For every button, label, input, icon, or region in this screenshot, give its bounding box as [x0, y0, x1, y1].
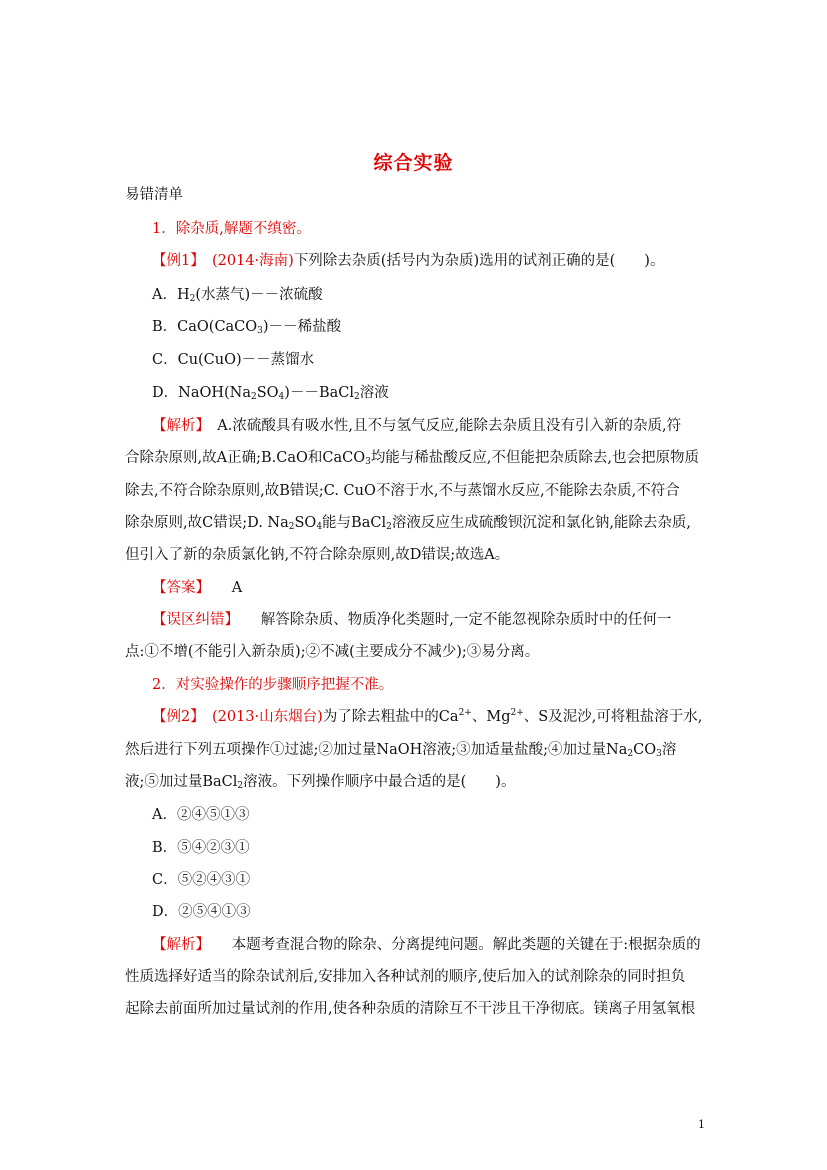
analysis-2-line-1: 【解析】 本题考查混合物的除杂、分离提纯问题。解此类题的关键在于:根据杂质的 — [152, 937, 701, 953]
example-source: (2014·海南) — [211, 253, 294, 269]
example-source: (2013·山东烟台) — [211, 709, 323, 725]
analysis-1-line-3: 除去,不符合除杂原则,故B错误;C. CuO不溶于水,不与蒸馏水反应,不能除去杂质,不符合 — [125, 483, 680, 499]
analysis-1-line-1: 【解析】 A.浓硫酸具有吸水性,且不与氢气反应,能除去杂质且没有引入新的杂质,符 — [152, 418, 682, 434]
section-heading: 易错清单 — [125, 187, 183, 203]
analysis-1-line-5: 但引入了新的杂质氯化钠,不符合除杂原则,故D错误;故选A。 — [125, 547, 510, 563]
mistake-line-1: 【误区纠错】 解答除杂质、物质净化类题时,一定不能忽视除杂质时中的任何一 — [152, 612, 672, 628]
mistake-tag: 【误区纠错】 — [152, 612, 232, 628]
example-text: 下列除去杂质(括号内为杂质)选用的试剂正确的是( )。 — [293, 253, 665, 269]
analysis-tag: 【解析】 — [152, 937, 203, 953]
page-number: 1 — [698, 1118, 705, 1131]
answer-1 — [152, 578, 242, 598]
example-2-line-1: 【例2】 (2013·山东烟台)为了除去粗盐中的$Ca^{2+}$、$Mg^{2+}$、S及泥沙,可将粗盐溶于水, — [152, 708, 703, 725]
mistake-line-2: 点:①不增(不能引入新杂质);②不减(主要成分不减少);③易分离。 — [125, 644, 540, 660]
analysis-1-line-2: 合除杂原则,故A正确;B.CaO和CaCO$_3$均能与稀盐酸反应,不但能把杂质除去,也会把原物质 — [125, 450, 700, 467]
option-a: A．$H_2$(水蒸气)－－浓硫酸 — [152, 287, 323, 304]
example-2-line-2: 然后进行下列五项操作①过滤;②加过量NaOH溶液;③加适量盐酸;④加过量$Na_2CO_3$溶 — [125, 742, 677, 759]
option-b: B．CaO(CaCO$_3$)－－稀盐酸 — [152, 319, 342, 336]
answer-tag: 【答案】 — [152, 580, 203, 596]
example-tag: 【例2】 — [152, 709, 198, 725]
analysis-1-line-4: 除杂原则,故C错误;D. $Na_2SO_4$能与BaCl$_2$溶液反应生成硫酸钡沉淀和氯化钠,能除去杂质, — [125, 515, 692, 532]
item-heading-2: 2．对实验操作的步骤顺序把握不准。 — [152, 677, 394, 693]
analysis-2-line-3: 起除去前面所加过量试剂的作用,使各种杂质的清除互不干涉且干净彻底。镁离子用氢氧根 — [125, 1001, 696, 1017]
option-c: C．Cu(CuO)－－蒸馏水 — [152, 352, 315, 368]
example-1 — [152, 251, 664, 271]
example-2-line-3: 液;⑤加过量BaCl$_2$溶液。下列操作顺序中最合适的是( )。 — [125, 774, 516, 791]
analysis-2-line-2: 性质选择好适当的除杂试剂后,安排加入各种试剂的顺序,使后加入的试剂除杂的同时担负 — [125, 969, 686, 985]
option-a: A．②④⑤①③ — [152, 807, 250, 823]
page-title: 综合实验 — [373, 152, 454, 174]
example-tag: 【例1】 — [152, 253, 198, 269]
answer-value: A — [231, 580, 243, 596]
option-d: D．②⑤④①③ — [152, 904, 251, 920]
option-d: D．$NaOH(Na_2SO_4)--BaCl_2$溶液 — [152, 385, 389, 402]
item-heading-1: 1．除杂质,解题不缜密。 — [152, 221, 311, 237]
option-c: C．⑤②④③① — [152, 872, 251, 888]
analysis-tag: 【解析】 — [152, 418, 203, 434]
option-b: B．⑤④②③① — [152, 840, 250, 856]
